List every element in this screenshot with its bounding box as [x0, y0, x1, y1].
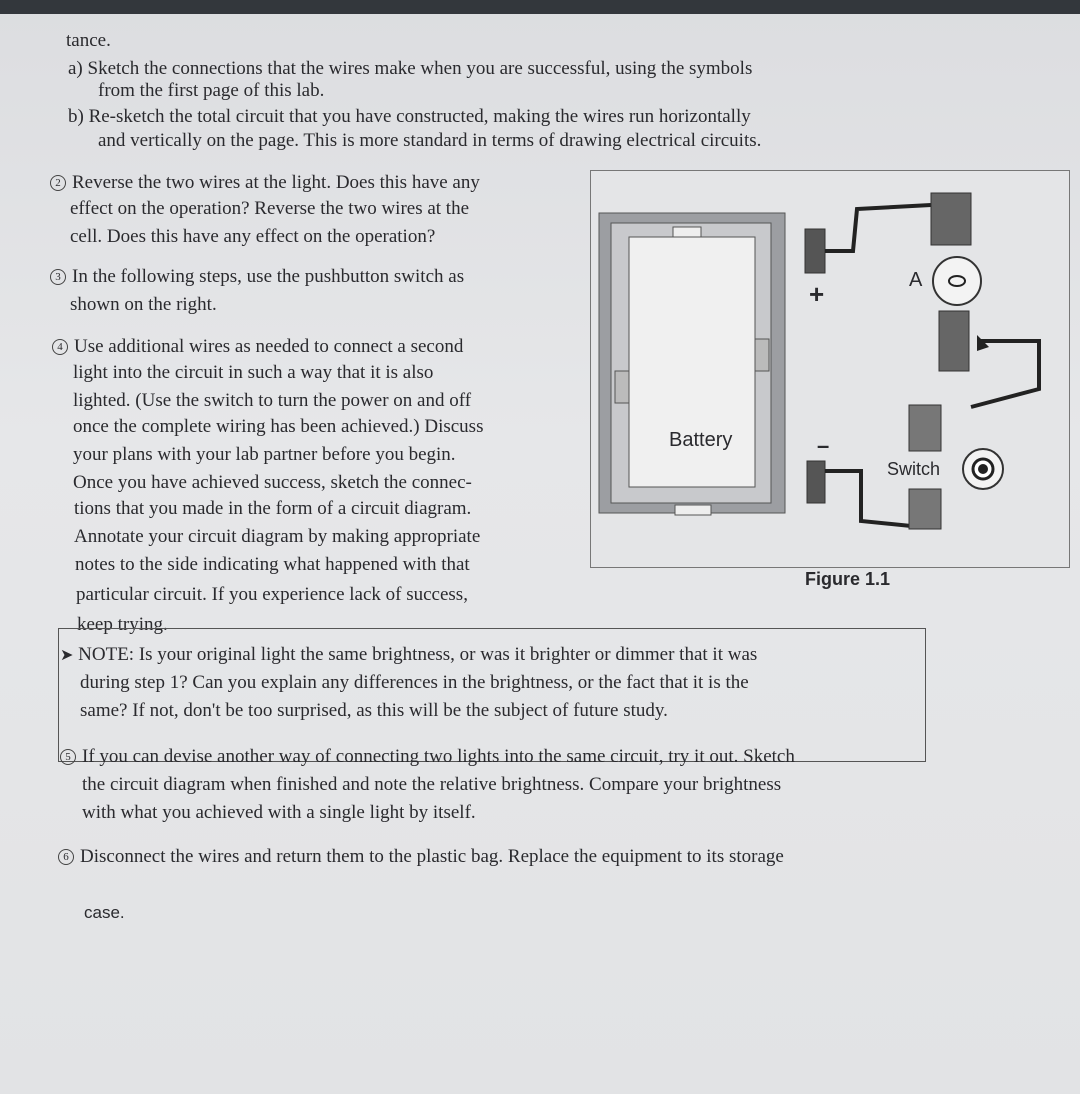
step-4-line: once the complete wiring has been achieved.) Discuss [73, 416, 484, 437]
step-text: Reverse the two wires at the light. Does this have any [72, 172, 480, 193]
step-4-line: particular circuit. If you experience lack of success, [76, 584, 468, 605]
plus-sign: + [809, 279, 825, 309]
step-text: Use additional wires as needed to connect a second [74, 336, 464, 357]
item-b-line2: and vertically on the page. This is more standard in terms of drawing electrical circuits. [98, 130, 762, 151]
step-4-line: notes to the side indicating what happened with that [75, 554, 470, 575]
intro-text: tance. [66, 30, 111, 51]
step-text: Disconnect the wires and return them to the plastic bag. Replace the equipment to its storage [80, 846, 784, 867]
note-text: NOTE: Is your original light the same brightness, or was it brighter or dimmer that it was [78, 644, 758, 665]
battery-label: Battery [669, 429, 733, 451]
step-5 [60, 746, 795, 768]
step-4-line: light into the circuit in such a way that it is also [73, 362, 434, 383]
figure-caption: Figure 1.1 [805, 569, 891, 589]
step-2 [50, 172, 480, 194]
step-text: In the following steps, use the pushbutton switch as [72, 266, 465, 287]
step-4-line: keep trying. [77, 614, 168, 635]
step-6-line: case. [84, 903, 125, 922]
step-number: 4 [52, 339, 68, 355]
bulb-label: A [909, 269, 923, 291]
minus-sign: – [817, 433, 830, 458]
step-3-line: shown on the right. [70, 294, 217, 315]
step-4-line: tions that you made in the form of a circuit diagram. [74, 498, 472, 519]
step-5-line: with what you achieved with a single light by itself. [82, 802, 476, 823]
note-line: during step 1? Can you explain any differences in the brightness, or the fact that it is the [80, 672, 749, 693]
item-a-line1: a) Sketch the connections that the wires make when you are successful, using the symbols [68, 58, 753, 79]
item-b-line1: b) Re-sketch the total circuit that you have constructed, making the wires run horizontally [68, 106, 751, 127]
step-text: If you can devise another way of connecting two lights into the same circuit, try it out. Sketch [82, 746, 795, 767]
step-4-line: Annotate your circuit diagram by making appropriate [74, 526, 481, 547]
step-4 [52, 336, 463, 358]
note-line: same? If not, don't be too surprised, as this will be the subject of future study. [80, 700, 668, 721]
circuit-figure [590, 170, 1070, 568]
step-number: 6 [58, 849, 74, 865]
switch-label: Switch [887, 459, 941, 479]
step-2-line: effect on the operation? Reverse the two wires at the [70, 198, 470, 219]
step-5-line: the circuit diagram when finished and note the relative brightness. Compare your brightness [82, 774, 782, 795]
step-3 [50, 266, 464, 288]
step-number: 2 [50, 175, 66, 191]
step-2-line: cell. Does this have any effect on the operation? [70, 226, 436, 247]
note-line: ➤ NOTE: Is your original light the same brightness, or was it brighter or dimmer that it was [60, 644, 758, 665]
terminal-plus [805, 229, 825, 273]
step-number: 5 [60, 749, 76, 765]
screen-top-bar [0, 0, 1080, 14]
step-4-line: Once you have achieved success, sketch the connec- [73, 472, 472, 493]
step-4-line: lighted. (Use the switch to turn the power on and off [73, 390, 472, 411]
step-4-line: your plans with your lab partner before you begin. [73, 444, 456, 465]
item-a-line2: from the first page of this lab. [98, 80, 325, 101]
step-6 [58, 846, 784, 868]
circuit-diagram [591, 171, 1069, 567]
step-number: 3 [50, 269, 66, 285]
